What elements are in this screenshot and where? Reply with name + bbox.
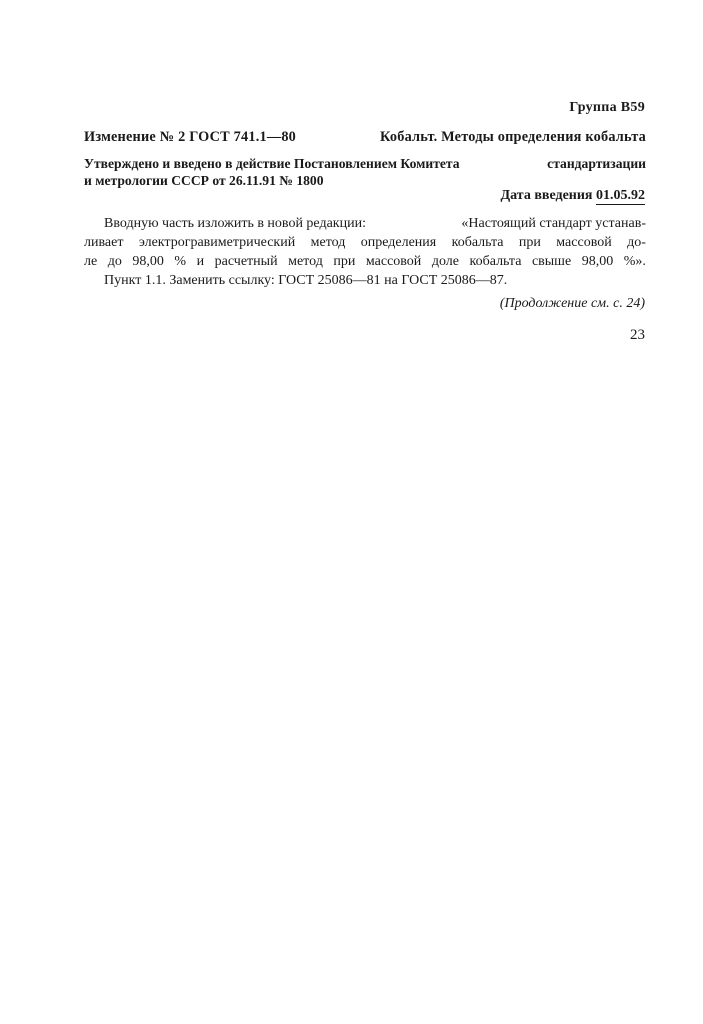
word: электрогравиметрический: [138, 235, 296, 250]
continuation-note: (Продолжение см. с. 24): [499, 296, 645, 311]
approval-statement: [84, 155, 646, 189]
approval-text-a: Утверждено и введено в действие Постановлением Комитета: [84, 156, 460, 171]
word: доле: [431, 254, 459, 269]
group-code: Группа В59: [569, 100, 645, 115]
word: кобальта: [451, 235, 504, 250]
approval-text-b: стандартизации: [547, 156, 646, 171]
word: массовой: [365, 254, 422, 269]
word: %».: [623, 254, 646, 269]
paragraph-2: Пункт 1.1. Заменить ссылку: ГОСТ 25086—81 на ГОСТ 25086—87.: [104, 273, 508, 288]
word: ливает: [84, 235, 124, 250]
intro-date-value: 01.05.92: [596, 188, 645, 203]
word: ле: [84, 254, 98, 269]
paragraph-1-text-b: «Настоящий стандарт устанав-: [461, 216, 646, 231]
word: при: [333, 254, 356, 269]
paragraph-1-text-a: Вводную часть изложить в новой редакции:: [104, 216, 366, 231]
amendment-title: [84, 129, 646, 146]
word: до-: [627, 235, 646, 250]
word: и: [196, 254, 205, 269]
paragraph-1-line-2: [84, 233, 646, 252]
word: до: [107, 254, 122, 269]
amendment-number: Изменение № 2 ГОСТ 741.1—80: [84, 129, 297, 145]
word: массовой: [556, 235, 612, 250]
word: определения: [360, 235, 437, 250]
amendment-body: [84, 214, 646, 290]
approval-line-2: и метрологии СССР от 26.11.91 № 1800: [84, 173, 324, 188]
page-number: 23: [630, 327, 645, 343]
word: кобальта: [469, 254, 522, 269]
standard-subject: Кобальт. Методы определения кобальта: [380, 129, 646, 145]
word: метод: [310, 235, 346, 250]
word: 98,00: [581, 254, 614, 269]
word: метод: [288, 254, 323, 269]
word: при: [518, 235, 541, 250]
word: расчетный: [214, 254, 278, 269]
word: %: [174, 254, 187, 269]
word: свыше: [531, 254, 572, 269]
approval-line-1: [84, 155, 646, 172]
paragraph-1-line-3: [84, 252, 646, 271]
paragraph-1-line-1: [84, 214, 646, 233]
word: 98,00: [132, 254, 164, 269]
intro-date-label: Дата введения: [500, 188, 593, 203]
introduction-date: [501, 188, 645, 204]
